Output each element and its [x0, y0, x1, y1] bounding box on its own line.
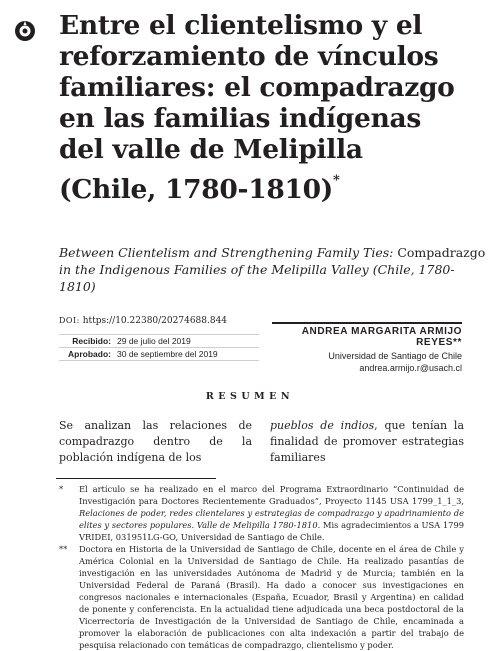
approved-date: 30 de septiembre del 2019 — [117, 349, 218, 359]
english-title — [59, 244, 489, 295]
abstract-heading: RESUMEN — [205, 391, 295, 402]
footnote-1-mark: * — [59, 484, 64, 494]
received-label: Recibido: — [72, 336, 111, 346]
title-line-1: Entre el clientelismo y el — [59, 10, 423, 41]
footnote-2-text: Doctora en Historia de la Universidad de Santiago de Chile, docente en el área de Chile y América Colonial en la Universidad de Santiago de Chile. Ha realizado pasantías de investigación en las universidades Autónoma de Madrid y de Murcia; también en la Universidad Federal de Paraná (Brasil). Ha dado a conocer sus investigaciones en congresos nacionales e internacionales (España, Ecuador, Brasil y Argentina) en calidad de ponente y conferencista. En la actualidad tiene adjudicada una beca postdoctoral de la Vicerrectoría de Investigación de la Universidad de Santiago de Chile, encaminada a promover la elaboración de publicaciones con alta indexación a partir del trabajo de pesquisa relacionado con temáticas de compadrazgo, clientelismo y poder. — [79, 544, 464, 650]
received-row — [59, 334, 259, 347]
journal-logo-icon — [14, 20, 36, 42]
title-line-4: en las familias indígenas — [59, 103, 422, 134]
footnote-rule — [56, 478, 216, 479]
article-metadata — [59, 316, 259, 361]
title-line-6: (Chile, 1780-1810) — [59, 174, 333, 205]
english-title-italic-2: in the Indigenous Families of the Melipilla Valley (Chile, 1780-1810) — [59, 262, 455, 294]
abstract-text-left: Se analizan las relaciones de compadrazgo dentro de la población indígena de los — [59, 419, 252, 464]
footnote-2 — [59, 543, 464, 651]
english-title-plain: Compadrazgo — [393, 245, 486, 260]
title-line-5: del valle de Melipilla — [59, 134, 363, 165]
footnote-1-text-c: . Mis agradecimientos a USA 1799 VRIDEI, 031951LG-GO, Universidad de Santiago de Chile. — [79, 520, 465, 542]
approved-row — [59, 347, 259, 361]
abstract-italic-term: pueblos de indios — [270, 419, 375, 432]
doi — [59, 316, 259, 326]
doi-link[interactable]: https://10.22380/20274688.844 — [82, 316, 228, 326]
article-title — [59, 10, 484, 205]
footnote-1-text-b: Relaciones de poder, redes clientelares y estrategias de compadrazgo y apadrinamiento de elites y sectores populares. Valle de Melipilla 1780-1810 — [79, 508, 464, 530]
title-footnote-mark: * — [333, 173, 340, 188]
author-name: ANDREA MARGARITA ARMIJO REYES** — [301, 326, 462, 348]
doi-label: DOI: — [59, 316, 80, 325]
abstract-text-right: , que tenían la finalidad de promover estrategias familiares — [270, 419, 465, 464]
footnote-2-mark: ** — [59, 544, 68, 554]
abstract-column-left — [59, 418, 252, 466]
footnotes — [59, 478, 464, 651]
english-title-italic: Between Clientelism and Strengthening Family Ties: — [59, 245, 394, 260]
abstract-column-right — [270, 418, 464, 466]
author-rule — [272, 322, 462, 324]
footnote-1-text-a: El artículo se ha realizado en el marco del Programa Extraordinario “Continuidad de Investigación para Doctores Recientemente Graduados”, Proyecto 1145 USA 1799_1_1_3, — [79, 484, 464, 506]
received-date: 29 de julio del 2019 — [117, 336, 191, 346]
author-affiliation: Universidad de Santiago de Chile — [328, 351, 462, 361]
footnote-1 — [59, 483, 464, 543]
author-block — [272, 322, 462, 374]
author-email[interactable]: andrea.armijo.r@usach.cl — [359, 363, 462, 373]
title-line-2: reforzamiento de vínculos — [59, 41, 439, 72]
title-line-3: familiares: el compadrazgo — [59, 72, 455, 103]
approved-label: Aprobado: — [68, 349, 111, 359]
